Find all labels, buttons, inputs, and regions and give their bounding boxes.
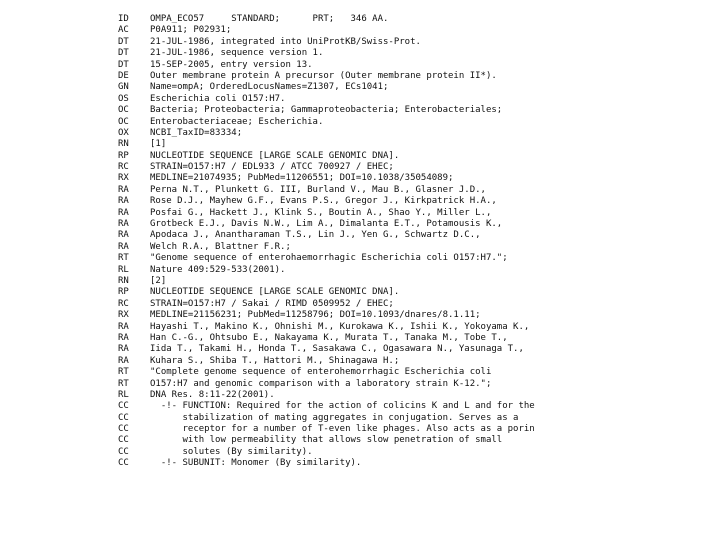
- line-code: RA: [118, 332, 129, 343]
- line-text: O157:H7 and genomic comparison with a laboratory strain K-12.";: [150, 378, 492, 389]
- line-text: Welch R.A., Blattner F.R.;: [150, 241, 291, 252]
- entry-line: [118, 401, 718, 412]
- line-code: RL: [118, 264, 129, 275]
- line-text: Nature 409:529-533(2001).: [150, 264, 286, 275]
- line-code: RA: [118, 184, 129, 195]
- entry-line: [118, 458, 718, 469]
- line-code: RC: [118, 298, 129, 309]
- line-code: ID: [118, 14, 129, 24]
- entry-line: [118, 310, 718, 321]
- line-code: RA: [118, 355, 129, 366]
- entry-line: [118, 265, 718, 276]
- line-code: CC: [118, 446, 129, 457]
- entry-line: [118, 48, 718, 59]
- entry-line: [118, 196, 718, 207]
- line-text: "Complete genome sequence of enterohemorrhagic Escherichia coli: [150, 367, 492, 378]
- line-text: stabilization of mating aggregates in conjugation. Serves as a: [150, 412, 519, 423]
- line-text: MEDLINE=21074935; PubMed=11206551; DOI=10.1038/35054089;: [150, 173, 454, 184]
- line-code: CC: [118, 412, 129, 423]
- entry-line: [118, 139, 718, 150]
- line-text: Enterobacteriaceae; Escherichia.: [150, 116, 324, 127]
- entry-line: [118, 94, 718, 105]
- line-text: Name=ompA; OrderedLocusNames=Z1307, ECs1041;: [150, 82, 389, 93]
- line-code: CC: [118, 458, 129, 469]
- line-code: OS: [118, 93, 129, 104]
- entry-line: [118, 71, 718, 82]
- entry-line: [118, 230, 718, 241]
- line-text: Outer membrane protein A precursor (Outer membrane protein II*).: [150, 70, 497, 81]
- line-text: with low permeability that allows slow penetration of small: [150, 435, 503, 446]
- entry-line: [118, 117, 718, 128]
- line-code: RT: [118, 378, 129, 389]
- line-code: AC: [118, 25, 129, 36]
- line-code: DT: [118, 59, 129, 70]
- entry-line: [118, 287, 718, 298]
- line-code: RA: [118, 196, 129, 207]
- line-text: Apodaca J., Anantharaman T.S., Lin J., Yen G., Schwartz D.C.,: [150, 230, 481, 241]
- line-text: Perna N.T., Plunkett G. III, Burland V., Mau B., Glasner J.D.,: [150, 184, 486, 195]
- entry-line: [118, 242, 718, 253]
- entry-line: [118, 219, 718, 230]
- line-text: "Genome sequence of enterohaemorrhagic Escherichia coli O157:H7.";: [150, 253, 508, 264]
- entry-line: [118, 25, 718, 36]
- line-code: OC: [118, 116, 129, 127]
- line-text: solutes (By similarity).: [150, 446, 313, 457]
- line-text: Han C.-G., Ohtsubo E., Nakayama K., Murata T., Tanaka M., Tobe T.,: [150, 332, 508, 343]
- line-text: -!- SUBUNIT: Monomer (By similarity).: [150, 458, 362, 469]
- line-text: 21-JUL-1986, sequence version 1.: [150, 48, 324, 59]
- line-code: RT: [118, 367, 129, 378]
- line-text: -!- FUNCTION: Required for the action of colicins K and L and for the: [150, 401, 535, 412]
- line-text: receptor for a number of T-even like phages. Also acts as a porin: [150, 424, 535, 435]
- line-code: CC: [118, 435, 129, 446]
- line-code: RA: [118, 207, 129, 218]
- entry-line: [118, 367, 718, 378]
- line-text: Posfai G., Hackett J., Klink S., Boutin A., Shao Y., Miller L.,: [150, 207, 492, 218]
- line-text: [1]: [150, 139, 167, 150]
- entry-line: [118, 105, 718, 116]
- entry-line: [118, 276, 718, 287]
- entry-line: [118, 173, 718, 184]
- entry-line: [118, 390, 718, 401]
- entry-line: [118, 151, 718, 162]
- line-text: DNA Res. 8:11-22(2001).: [150, 389, 275, 400]
- entry-line: [118, 60, 718, 71]
- line-code: OX: [118, 127, 129, 138]
- entry-line: [118, 208, 718, 219]
- line-code: RN: [118, 275, 129, 286]
- entry-line: [118, 299, 718, 310]
- entry-line: [118, 37, 718, 48]
- line-code: RL: [118, 389, 129, 400]
- entry-line: [118, 356, 718, 367]
- entry-line: [118, 344, 718, 355]
- entry-line: [118, 82, 718, 93]
- line-code: DT: [118, 48, 129, 59]
- entry-line: [118, 435, 718, 446]
- uniprot-entry-text: [118, 14, 718, 470]
- line-code: RX: [118, 310, 129, 321]
- line-text: Escherichia coli O157:H7.: [150, 93, 286, 104]
- entry-line: [118, 128, 718, 139]
- line-text: STRAIN=O157:H7 / EDL933 / ATCC 700927 / EHEC;: [150, 162, 394, 173]
- line-code: RA: [118, 230, 129, 241]
- entry-line: [118, 379, 718, 390]
- line-text: OMPA_ECO57 STANDARD; PRT; 346 AA.: [150, 14, 389, 24]
- line-text: P0A911; P02931;: [150, 25, 232, 36]
- line-text: MEDLINE=21156231; PubMed=11258796; DOI=10.1093/dnares/8.1.11;: [150, 310, 481, 321]
- line-text: Bacteria; Proteobacteria; Gammaproteobacteria; Enterobacteriales;: [150, 105, 503, 116]
- line-code: RN: [118, 139, 129, 150]
- entry-line: [118, 424, 718, 435]
- line-code: RP: [118, 150, 129, 161]
- line-text: NCBI_TaxID=83334;: [150, 127, 243, 138]
- line-code: RP: [118, 287, 129, 298]
- line-text: 15-SEP-2005, entry version 13.: [150, 59, 313, 70]
- line-code: GN: [118, 82, 129, 93]
- line-text: STRAIN=O157:H7 / Sakai / RIMD 0509952 / EHEC;: [150, 298, 394, 309]
- line-text: Hayashi T., Makino K., Ohnishi M., Kurokawa K., Ishii K., Yokoyama K.,: [150, 321, 530, 332]
- entry-line: [118, 162, 718, 173]
- entry-line: [118, 413, 718, 424]
- line-text: [2]: [150, 275, 167, 286]
- line-code: CC: [118, 424, 129, 435]
- entry-line: [118, 253, 718, 264]
- line-text: NUCLEOTIDE SEQUENCE [LARGE SCALE GENOMIC DNA].: [150, 150, 400, 161]
- line-code: DT: [118, 36, 129, 47]
- entry-line: [118, 333, 718, 344]
- line-code: DE: [118, 70, 129, 81]
- line-code: RX: [118, 173, 129, 184]
- line-text: 21-JUL-1986, integrated into UniProtKB/Swiss-Prot.: [150, 36, 421, 47]
- line-code: OC: [118, 105, 129, 116]
- line-code: RA: [118, 241, 129, 252]
- entry-line: [118, 185, 718, 196]
- line-text: Grotbeck E.J., Davis N.W., Lim A., Dimalanta E.T., Potamousis K.,: [150, 219, 503, 230]
- line-code: RT: [118, 253, 129, 264]
- line-text: Rose D.J., Mayhew G.F., Evans P.S., Gregor J., Kirkpatrick H.A.,: [150, 196, 497, 207]
- line-code: RC: [118, 162, 129, 173]
- line-code: RA: [118, 219, 129, 230]
- entry-line: [118, 447, 718, 458]
- line-text: Kuhara S., Shiba T., Hattori M., Shinagawa H.;: [150, 355, 400, 366]
- line-text: Iida T., Takami H., Honda T., Sasakawa C., Ogasawara N., Yasunaga T.,: [150, 344, 524, 355]
- line-text: NUCLEOTIDE SEQUENCE [LARGE SCALE GENOMIC DNA].: [150, 287, 400, 298]
- entry-line: [118, 322, 718, 333]
- line-code: RA: [118, 321, 129, 332]
- entry-line: [118, 14, 718, 25]
- line-code: RA: [118, 344, 129, 355]
- line-code: CC: [118, 401, 129, 412]
